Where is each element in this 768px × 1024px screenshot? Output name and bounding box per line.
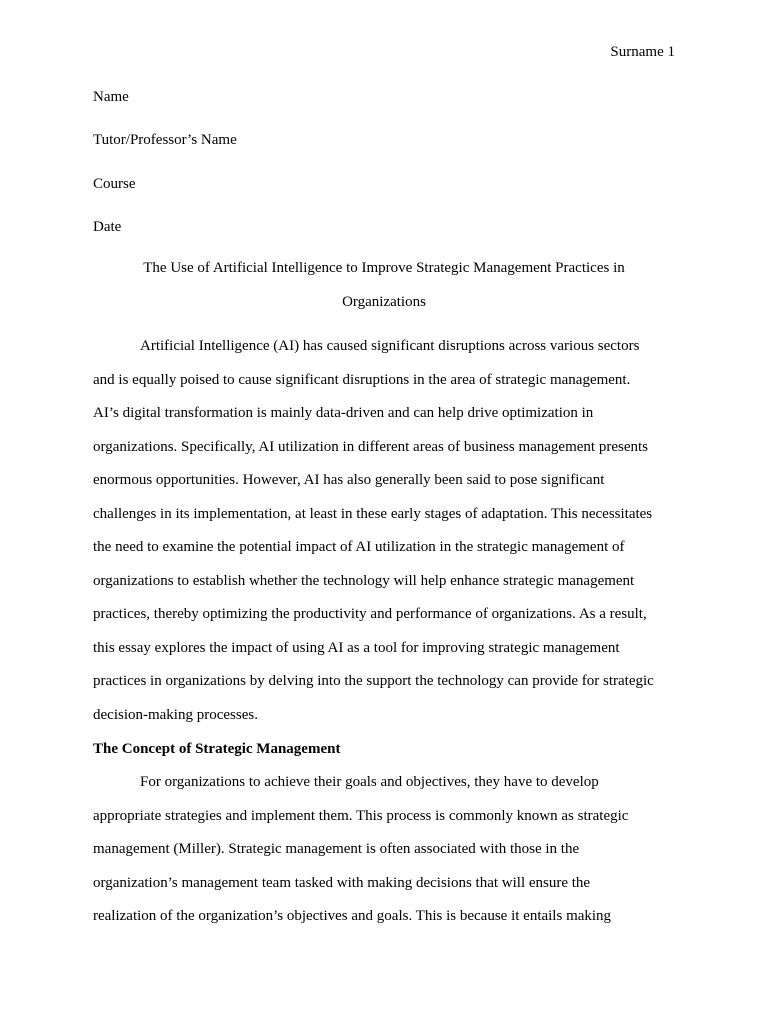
running-head: Surname 1 [610, 44, 675, 60]
essay-title [93, 252, 675, 319]
paragraph-line: realization of the organization’s objectives and goals. This is because it entails making [93, 908, 612, 924]
paragraph-line: and is equally poised to cause significant disruptions in the area of strategic management. [93, 371, 631, 388]
paragraph-line: practices, thereby optimizing the productivity and performance of organizations. As a result, [93, 606, 647, 622]
paragraph-line: management (Miller). Strategic management is often associated with those in the [93, 841, 580, 857]
paragraph-introduction [93, 330, 678, 732]
paragraph-line: organization’s management team tasked with making decisions that will ensure the [93, 874, 591, 891]
paragraph-line: appropriate strategies and implement them. This process is commonly known as strategic [93, 807, 629, 824]
essay-title-line-1: The Use of Artificial Intelligence to Improve Strategic Management Practices in [143, 260, 625, 276]
essay-title-line-2: Organizations [342, 293, 426, 310]
section-heading: The Concept of Strategic Management [93, 741, 341, 757]
paragraph-line: challenges in its implementation, at least in these early stages of adaptation. This necessitates [93, 505, 653, 522]
paragraph-line: this essay explores the impact of using AI as a tool for improving strategic management [93, 639, 620, 656]
paragraph-line: decision-making processes. [93, 706, 258, 723]
paragraph-line: organizations to establish whether the technology will help enhance strategic management [93, 572, 635, 589]
paragraph-line: organizations. Specifically, AI utilization in different areas of business management presents [93, 438, 648, 455]
course-name: Course [93, 176, 136, 192]
tutor-name: Tutor/Professor’s Name [93, 132, 237, 148]
paragraph-strategic-management [93, 766, 678, 934]
paragraph-line: For organizations to achieve their goals and objectives, they have to develop [140, 774, 599, 790]
paragraph-line: practices in organizations by delving into the support the technology can provide for strategic [93, 673, 654, 689]
paragraph-line: the need to examine the potential impact of AI utilization in the strategic management of [93, 539, 625, 555]
paragraph-line: Artificial Intelligence (AI) has caused significant disruptions across various sectors [140, 338, 640, 354]
paragraph-line: AI’s digital transformation is mainly data-driven and can help drive optimization in [93, 405, 594, 421]
paragraph-line: enormous opportunities. However, AI has also generally been said to pose significant [93, 472, 605, 488]
student-name: Name [93, 89, 129, 105]
date-line: Date [93, 219, 122, 235]
